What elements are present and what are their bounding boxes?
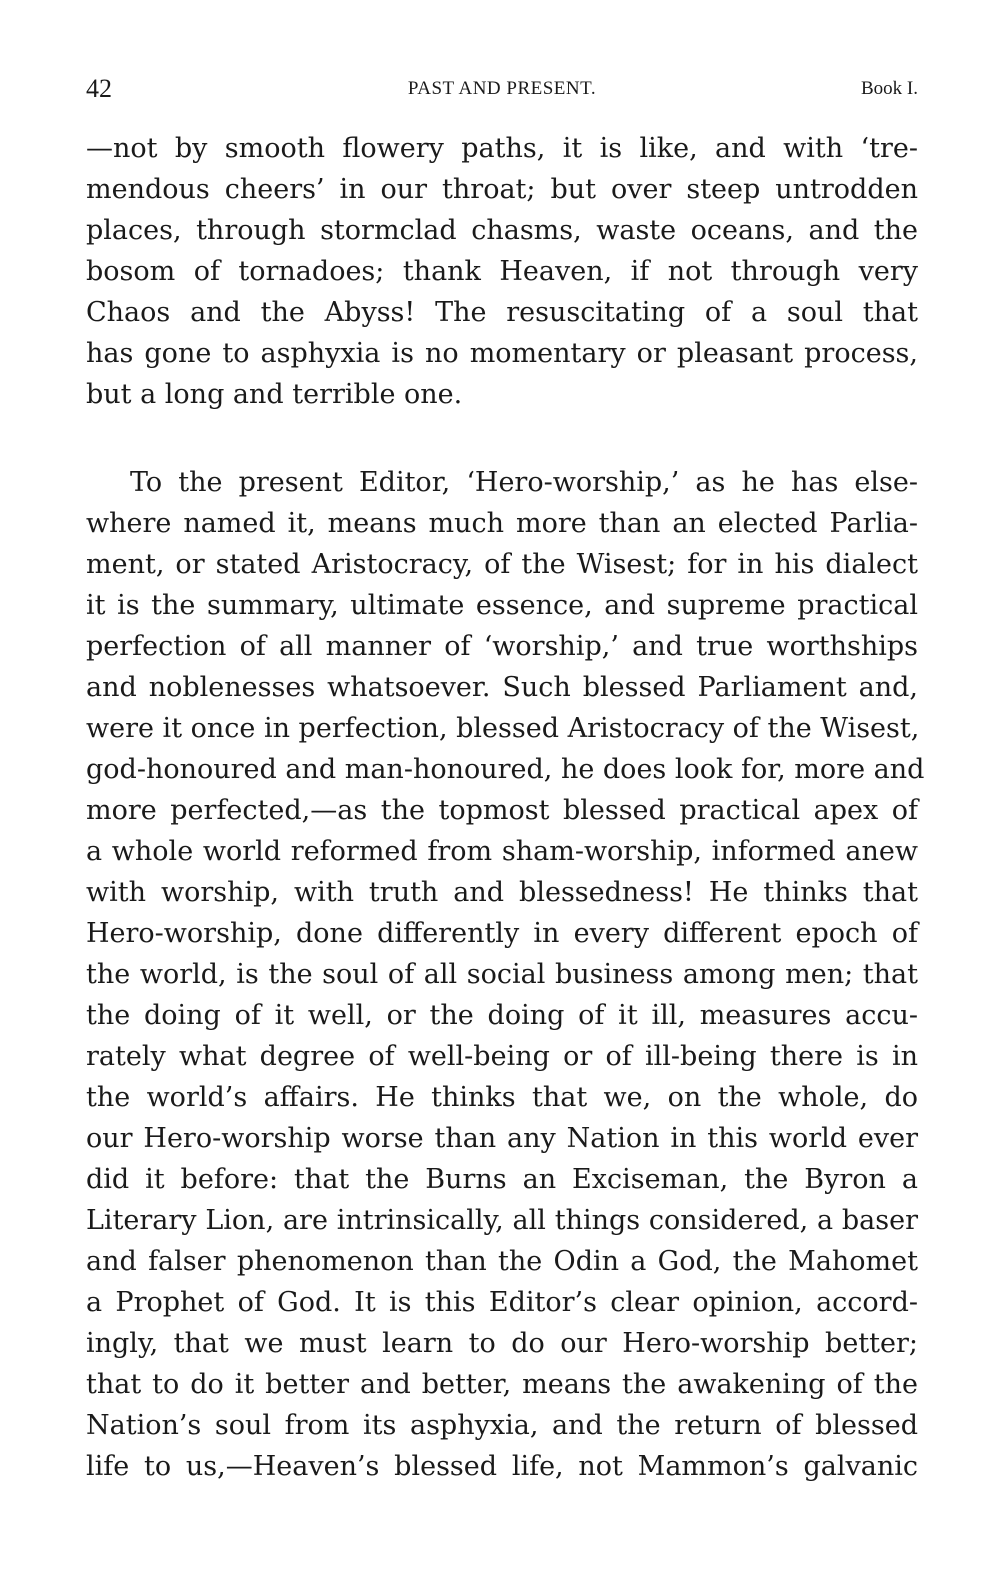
text-line: mendous cheers’ in our throat; but over steep untrodden [86,174,918,205]
text-line: To the present Editor, ‘Hero-worship,’ as he has else- [130,467,918,498]
text-line: and falser phenomenon than the Odin a God, the Mahomet [86,1246,918,1277]
book-label: Book I. [861,78,918,99]
text-line: life to us,—Heaven’s blessed life, not Mammon’s galvanic [86,1451,918,1482]
text-line: with worship, with truth and blessedness! He thinks that [86,877,918,908]
page-number: 42 [86,74,112,103]
text-line: places, through stormclad chasms, waste oceans, and the [86,215,918,246]
text-line: more perfected,—as the topmost blessed practical apex of [86,795,918,826]
text-line: our Hero-worship worse than any Nation in this world ever [86,1123,918,1154]
text-line: Chaos and the Abyss! The resuscitating of a soul that [86,297,918,328]
text-line: a Prophet of God. It is this Editor’s clear opinion, accord- [86,1287,918,1318]
paragraph-1 [86,128,918,415]
text-line: where named it, means much more than an elected Parlia- [86,508,918,539]
text-line: did it before: that the Burns an Exciseman, the Byron a [86,1164,918,1195]
text-line: perfection of all manner of ‘worship,’ and true worthships [86,631,918,662]
text-line: that to do it better and better, means the awakening of the [86,1369,918,1400]
text-line: and noblenesses whatsoever. Such blessed Parliament and, [86,672,918,703]
text-line: ingly, that we must learn to do our Hero-worship better; [86,1328,918,1359]
text-line: but a long and terrible one. [86,379,463,410]
text-line: Nation’s soul from its asphyxia, and the return of blessed [86,1410,918,1441]
text-line: Hero-worship, done differently in every different epoch of [86,918,918,949]
text-line: god-honoured and man-honoured, he does look for, more and [86,754,925,785]
text-line: it is the summary, ultimate essence, and supreme practical [86,590,918,621]
paragraph-2 [86,462,925,1487]
text-line: a whole world reformed from sham-worship, informed anew [86,836,918,867]
text-line: Literary Lion, are intrinsically, all things considered, a baser [86,1205,918,1236]
text-line: the doing of it well, or the doing of it ill, measures accu- [86,1000,918,1031]
text-line: ment, or stated Aristocracy, of the Wisest; for in his dialect [86,549,918,580]
text-line: bosom of tornadoes; thank Heaven, if not through very [86,256,918,287]
text-line: —not by smooth flowery paths, it is like, and with ‘tre- [86,133,918,164]
text-line: has gone to asphyxia is no momentary or pleasant process, [86,338,918,369]
running-head [86,74,918,108]
text-line: were it once in perfection, blessed Aristocracy of the Wisest, [86,713,920,744]
text-line: the world, is the soul of all social business among men; that [86,959,918,990]
text-line: rately what degree of well-being or of ill-being there is in [86,1041,918,1072]
running-title: PAST AND PRESENT. [407,78,597,99]
text-line: the world’s affairs. He thinks that we, on the whole, do [86,1082,918,1113]
